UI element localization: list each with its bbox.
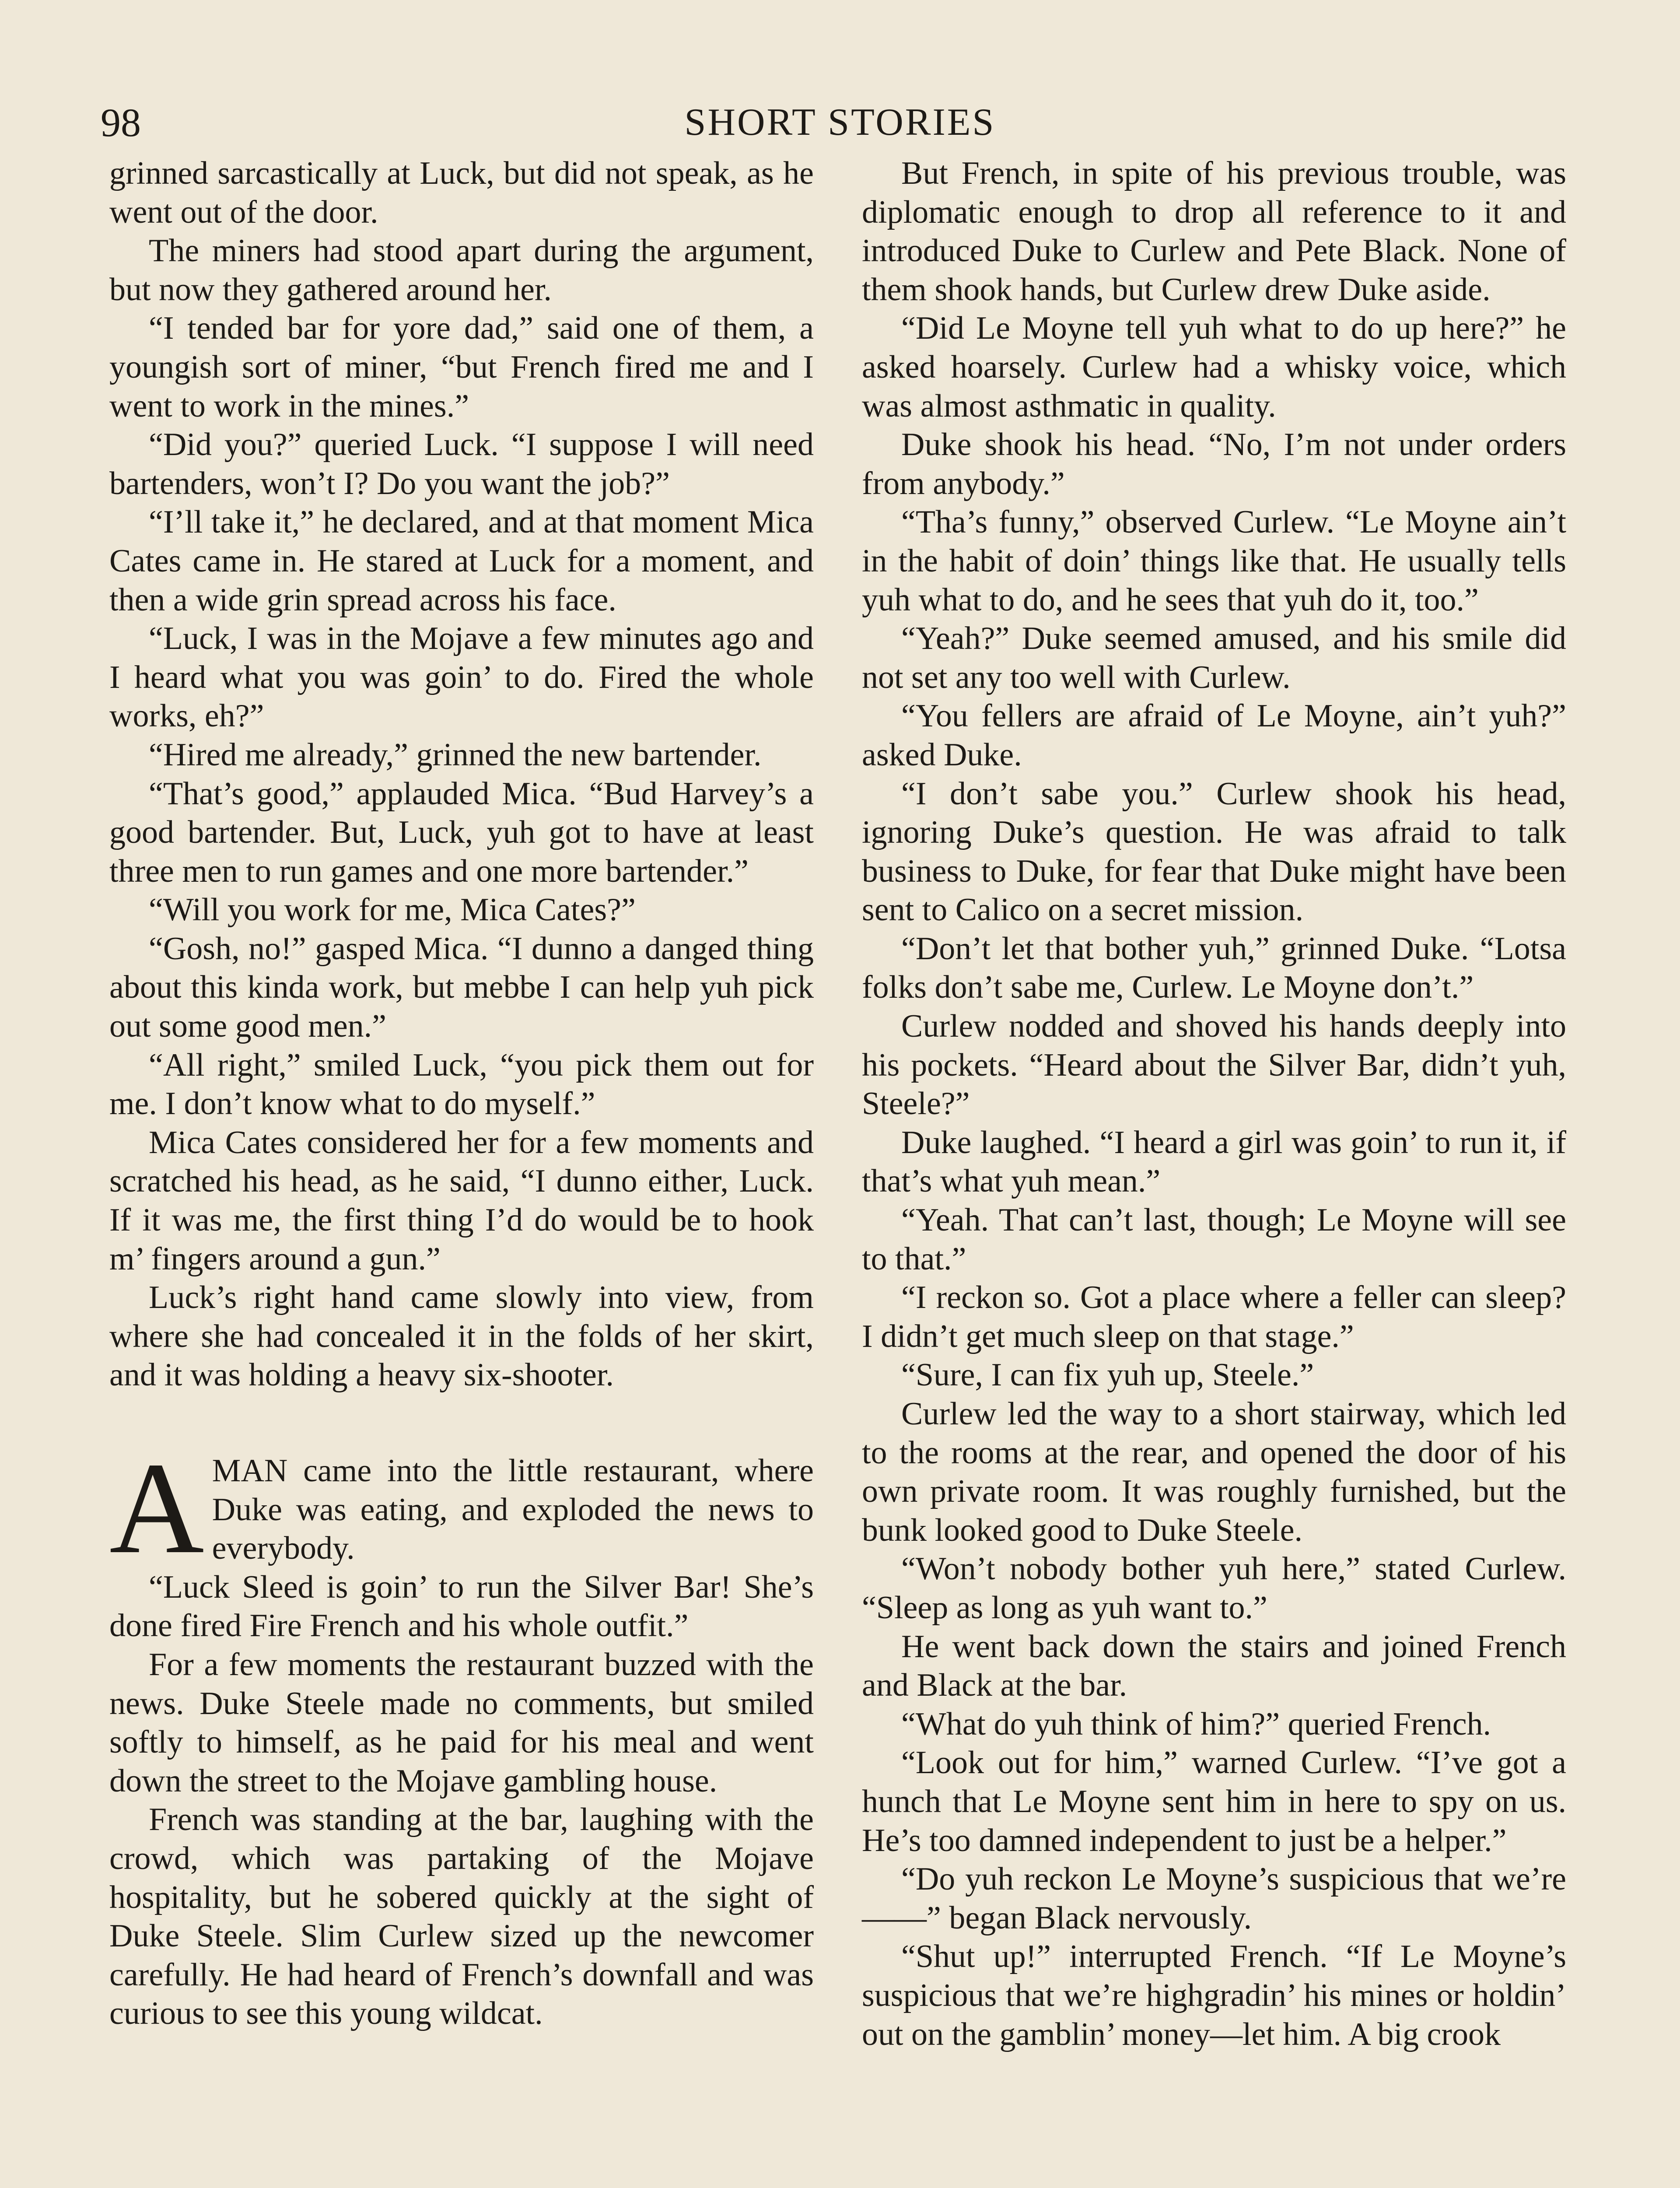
- paragraph: “I reckon so. Got a place where a feller can sleep? I didn’t get much sleep on that stage.”: [862, 1280, 1566, 1354]
- paragraph: “Did Le Moyne tell yuh what to do up here?” he asked hoarsely. Curlew had a whisky voice, which was almost asthmatic in quality.: [862, 310, 1566, 424]
- page-number: 98: [101, 100, 141, 145]
- paragraph: “That’s good,” applauded Mica. “Bud Harvey’s a good bartender. But, Luck, yuh got to have at least three men to run games and one more bartender.”: [109, 775, 814, 889]
- paragraph: The miners had stood apart during the argument, but now they gathered around her.: [109, 233, 814, 308]
- dropcap-paragraph: [109, 1435, 814, 1581]
- paragraph: But French, in spite of his previous trouble, was diplomatic enough to drop all reference to it and introduced Duke to Curlew and Pete Black. None of them shook hands, but Curlew drew Duke aside.: [862, 155, 1566, 308]
- paragraph: Duke shook his head. “No, I’m not under orders from anybody.”: [862, 427, 1566, 501]
- paragraph: “Gosh, no!” gasped Mica. “I dunno a danged thing about this kinda work, but mebbe I can help yuh pick out some good men.”: [109, 930, 814, 1045]
- paragraph: “Did you?” queried Luck. “I suppose I will need bartenders, won’t I? Do you want the job?”: [109, 427, 814, 501]
- page-header: [101, 96, 1579, 149]
- paragraph: “What do yuh think of him?” queried French.: [901, 1706, 1491, 1742]
- paragraph: “Don’t let that bother yuh,” grinned Duke. “Lotsa folks don’t sabe me, Curlew. Le Moyne don’t.”: [862, 930, 1566, 1006]
- paragraph: grinned sarcastically at Luck, but did not speak, as he went out of the door.: [109, 155, 814, 230]
- paragraph: “I’ll take it,” he declared, and at that moment Mica Cates came in. He stared at Luck for a moment, and then a wide grin spread across his face.: [109, 504, 814, 618]
- paragraph: “Will you work for me, Mica Cates?”: [149, 892, 636, 928]
- section-break: [109, 1395, 814, 1452]
- paragraph: “Yeah?” Duke seemed amused, and his smile did not set any too well with Curlew.: [862, 621, 1566, 695]
- paragraph: “I tended bar for yore dad,” said one of them, a youngish sort of miner, “but French fired me and I went to work in the mines.”: [109, 310, 814, 424]
- paragraph: “Look out for him,” warned Curlew. “I’ve got a hunch that Le Moyne sent him in here to spy on us. He’s too damned independent to just be a helper.”: [862, 1745, 1566, 1858]
- paragraph: For a few moments the restaurant buzzed with the news. Duke Steele made no comments, but smiled softly to himself, as he paid for his meal and went down the street to the Mojave gambling house.: [109, 1646, 814, 1799]
- paragraph: “Luck Sleed is goin’ to run the Silver Bar! She’s done fired Fire French and his whole outfit.”: [109, 1569, 814, 1644]
- paragraph: Curlew nodded and shoved his hands deeply into his pockets. “Heard about the Silver Bar, didn’t yuh, Steele?”: [862, 1008, 1566, 1122]
- paragraph: Luck’s right hand came slowly into view, from where she had concealed it in the folds of her skirt, and it was holding a heavy six-shooter.: [109, 1280, 814, 1393]
- paragraph: “Hired me already,” grinned the new bartender.: [149, 736, 762, 773]
- paragraph: “Tha’s funny,” observed Curlew. “Le Moyne ain’t in the habit of doin’ things like that. He usually tells yuh what to do, and he sees that yuh do it, too.”: [862, 504, 1566, 618]
- paragraph: Curlew led the way to a short stairway, which led to the rooms at the rear, and opened the door of his own private room. It was roughly furnished, but the bunk looked good to Duke Steele.: [862, 1396, 1566, 1548]
- paragraph: “You fellers are afraid of Le Moyne, ain’t yuh?” asked Duke.: [862, 698, 1566, 773]
- paragraph: “Shut up!” interrupted French. “If Le Moyne’s suspicious that we’re highgradin’ his mines or holdin’ out on the gamblin’ money—let him. A big crook: [862, 1939, 1566, 2052]
- paragraph: “Yeah. That can’t last, though; Le Moyne will see to that.”: [862, 1202, 1566, 1277]
- paragraph: “Won’t nobody bother yuh here,” stated Curlew. “Sleep as long as yuh want to.”: [862, 1551, 1566, 1626]
- paragraph: “Sure, I can fix yuh up, Steele.”: [901, 1357, 1314, 1393]
- paragraph: He went back down the stairs and joined French and Black at the bar.: [862, 1628, 1566, 1704]
- paragraph: “I don’t sabe you.” Curlew shook his head, ignoring Duke’s question. He was afraid to talk business to Duke, for fear that Duke might have been sent to Calico on a secret mission.: [862, 775, 1566, 928]
- paragraph: “Do yuh reckon Le Moyne’s suspicious that we’re——” began Black nervously.: [862, 1861, 1566, 1936]
- paragraph: “Luck, I was in the Mojave a few minutes ago and I heard what you was goin’ to do. Fired the whole works, eh?”: [109, 621, 814, 734]
- running-head: SHORT STORIES: [684, 101, 996, 144]
- paragraph: “All right,” smiled Luck, “you pick them out for me. I don’t know what to do myself.”: [109, 1047, 814, 1122]
- right-column: [862, 154, 1566, 2054]
- paragraph: Duke laughed. “I heard a girl was goin’ to run it, if that’s what yuh mean.”: [862, 1124, 1566, 1199]
- dropcap-text: MAN came into the little restaurant, where Duke was eating, and exploded the news to everybody.: [212, 1453, 814, 1567]
- dropcap-letter: A: [109, 1435, 204, 1581]
- paragraph: French was standing at the bar, laughing with the crowd, which was partaking of the Mojave hospitality, but he sobered quickly at the sight of Duke Steele. Slim Curlew sized up the newcomer carefully. He had heard of French’s downfall and was curious to see this young wildcat.: [109, 1802, 814, 2032]
- left-column: [109, 154, 814, 2033]
- paragraph: Mica Cates considered her for a few moments and scratched his head, as he said, “I dunno either, Luck. If it was me, the first thing I’d do would be to hook m’ fingers around a gun.”: [109, 1124, 814, 1277]
